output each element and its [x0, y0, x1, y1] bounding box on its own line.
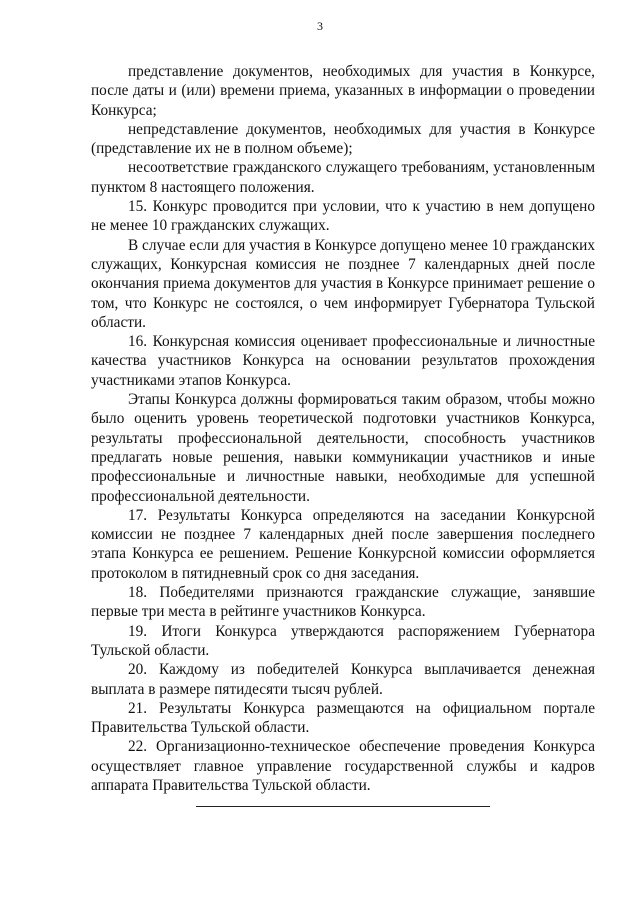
paragraph-item-18: 18. Победителями признаются гражданские служащие, занявшие первые три места в рейтинге участников Конкурса. [91, 584, 595, 621]
paragraph-item-15-continued: В случае если для участия в Конкурсе допущено менее 10 гражданских служащих, Конкурсная комиссия не позднее 7 календарных дней после окончания приема документов для участия в Конкурсе принимает решение о том, что Конкурс не состоялся, о чем информирует Губернатора Тульской области. [91, 236, 595, 331]
paragraph-item-15: 15. Конкурс проводится при условии, что к участию в нем допущено не менее 10 гражданских служащих. [91, 198, 595, 235]
paragraph-late-submission: представление документов, необходимых для участия в Конкурсе, после даты и (или) времени приема, указанных в информации о проведении Конкурса; [91, 63, 595, 119]
document-body [91, 62, 595, 795]
paragraph-item-19: 19. Итоги Конкурса утверждаются распоряжением Губернатора Тульской области. [91, 622, 595, 659]
paragraph-item-16-stages: Этапы Конкурса должны формироваться таким образом, чтобы можно было оценить уровень теоретической подготовки участников Конкурса, результаты профессиональной деятельности, способность участников предлагать новые решения, навыки коммуникации участников и иные профессиональные и личностные навыки, необходимые для успешной профессиональной деятельности. [91, 391, 595, 505]
paragraph-non-submission: непредставление документов, необходимых для участия в Конкурсе (представление их не в полном объеме); [91, 120, 595, 158]
paragraph-non-compliance: несоответствие гражданского служащего требованиям, установленным пунктом 8 настоящего положения. [91, 159, 595, 196]
paragraph-item-16: 16. Конкурсная комиссия оценивает профессиональные и личностные качества участников Конкурса на основании результатов прохождения участниками этапов Конкурса. [91, 333, 595, 389]
paragraph-item-22: 22. Организационно-техническое обеспечение проведения Конкурса осуществляет главное управление государственной службы и кадров аппарата Правительства Тульской области. [91, 738, 595, 794]
paragraph-item-20: 20. Каждому из победителей Конкурса выплачивается денежная выплата в размере пятидесяти тысяч рублей. [91, 661, 595, 698]
end-divider-line [196, 806, 490, 807]
page-number: 3 [317, 19, 323, 33]
paragraph-item-21: 21. Результаты Конкурса размещаются на официальном портале Правительства Тульской области. [91, 699, 595, 737]
paragraph-item-17: 17. Результаты Конкурса определяются на заседании Конкурсной комиссии не позднее 7 календарных дней после завершения последнего этапа Конкурса ее решением. Решение Конкурсной комиссии оформляется протоколом в пятидневный срок со дня заседания. [91, 506, 595, 582]
